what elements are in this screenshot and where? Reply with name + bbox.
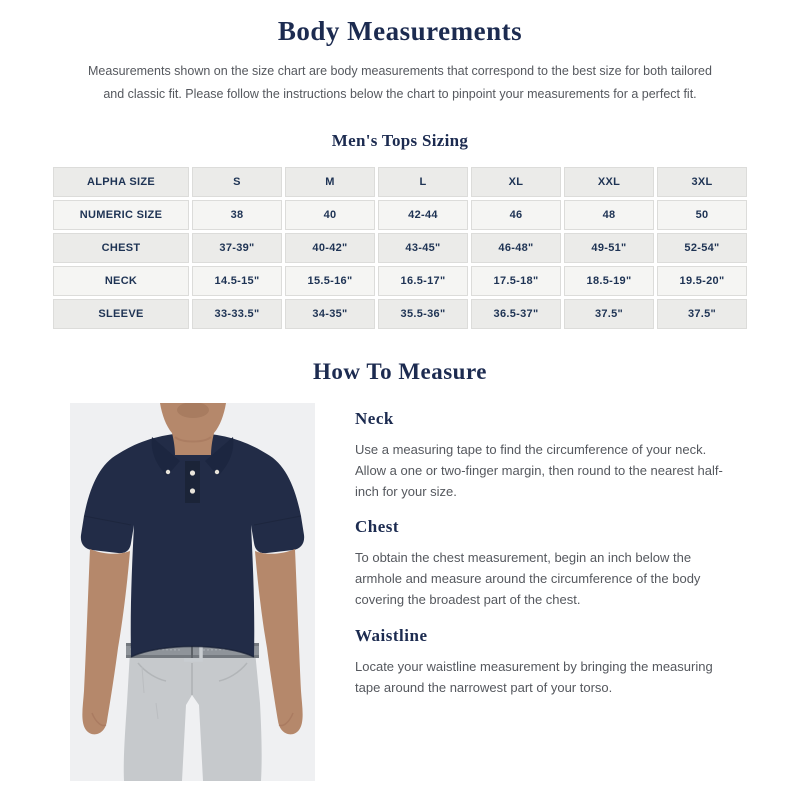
table-cell: 52-54"	[657, 233, 747, 263]
row-header-alpha-size: ALPHA SIZE	[53, 167, 189, 197]
table-cell: 34-35"	[285, 299, 375, 329]
table-cell: XXL	[564, 167, 654, 197]
table-cell: 19.5-20"	[657, 266, 747, 296]
table-cell: 36.5-37"	[471, 299, 561, 329]
table-cell: 14.5-15"	[192, 266, 282, 296]
page-title: Body Measurements	[277, 16, 523, 46]
mens-tops-sizing-table	[50, 164, 750, 332]
table-cell: 15.5-16"	[285, 266, 375, 296]
table-cell: 16.5-17"	[378, 266, 468, 296]
table-cell: L	[378, 167, 468, 197]
table-cell: 37.5"	[564, 299, 654, 329]
table-row	[53, 299, 747, 329]
table-cell: 49-51"	[564, 233, 654, 263]
table-row	[53, 200, 747, 230]
table-cell: 43-45"	[378, 233, 468, 263]
row-header-sleeve: SLEEVE	[53, 299, 189, 329]
table-cell: 50	[657, 200, 747, 230]
how-to-measure-section	[70, 403, 730, 781]
table-cell: S	[192, 167, 282, 197]
intro-text: Measurements shown on the size chart are body measurements that correspond to the best size for both tailored and classic fit. Please follow the instructions below the chart to pinpoint your measurements for a perfect fit.	[88, 64, 712, 102]
table-cell: 48	[564, 200, 654, 230]
table-title: Men's Tops Sizing	[331, 131, 469, 151]
how-to-measure-title: How To Measure	[313, 359, 487, 385]
table-cell: 46	[471, 200, 561, 230]
table-cell: 42-44	[378, 200, 468, 230]
table-cell: 17.5-18"	[471, 266, 561, 296]
waistline-text: Locate your waistline measurement by bringing the measuring tape around the narrowest part of your torso.	[355, 658, 713, 695]
table-cell: M	[285, 167, 375, 197]
table-cell: 35.5-36"	[378, 299, 468, 329]
row-header-neck: NECK	[53, 266, 189, 296]
table-cell: 3XL	[657, 167, 747, 197]
table-cell: 18.5-19"	[564, 266, 654, 296]
table-cell: 37-39"	[192, 233, 282, 263]
neck-text: Use a measuring tape to find the circumference of your neck. Allow a one or two-finger margin, then round to the nearest half-inch for your size.	[355, 442, 723, 500]
neck-heading: Neck	[355, 409, 394, 429]
chest-heading: Chest	[355, 517, 400, 537]
measure-instructions	[355, 403, 730, 703]
table-row	[53, 233, 747, 263]
waistline-heading: Waistline	[355, 625, 428, 645]
man-in-navy-polo-image	[70, 403, 315, 781]
table-cell: 33-33.5"	[192, 299, 282, 329]
chest-text: To obtain the chest measurement, begin an inch below the armhole and measure around the circumference of the body covering the broadest part of the chest.	[355, 550, 701, 608]
row-header-numeric-size: NUMERIC SIZE	[53, 200, 189, 230]
table-cell: 38	[192, 200, 282, 230]
table-row	[53, 167, 747, 197]
row-header-chest: CHEST	[53, 233, 189, 263]
table-row	[53, 266, 747, 296]
table-cell: 40-42"	[285, 233, 375, 263]
table-cell: 40	[285, 200, 375, 230]
table-cell: 37.5"	[657, 299, 747, 329]
table-cell: XL	[471, 167, 561, 197]
table-cell: 46-48"	[471, 233, 561, 263]
model-photo	[70, 403, 315, 781]
